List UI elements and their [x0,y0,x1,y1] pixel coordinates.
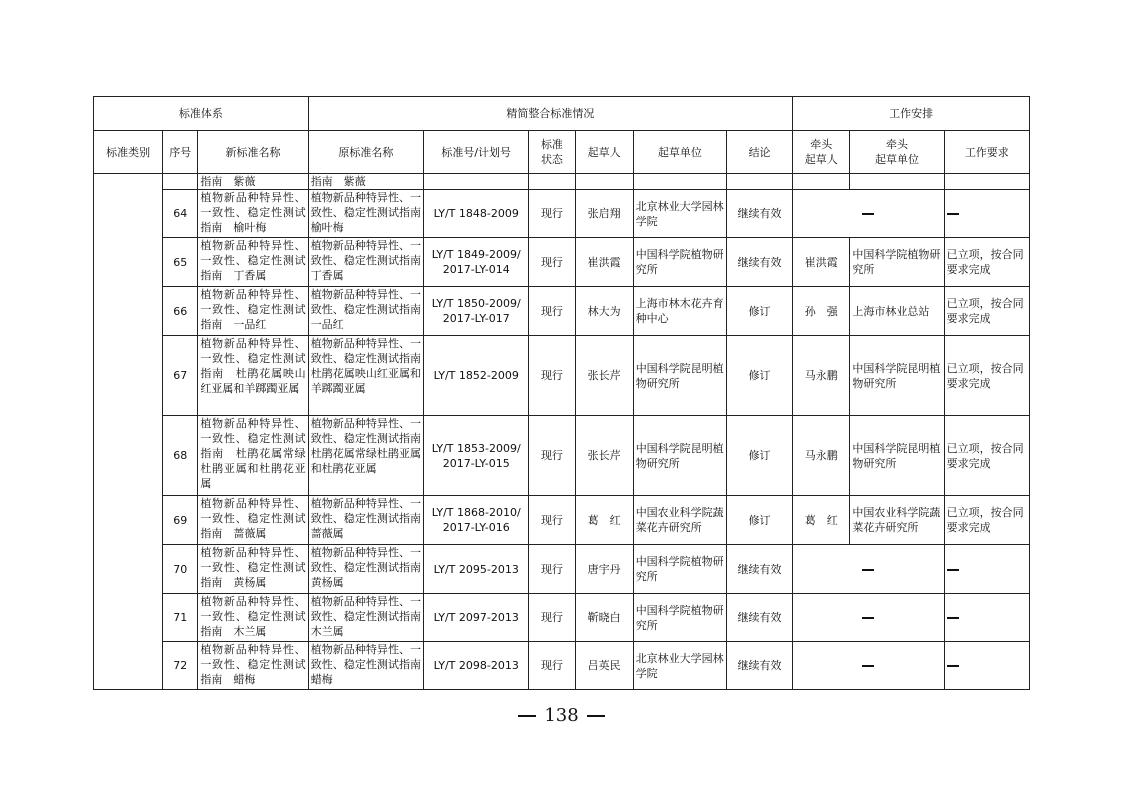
drafter-cell: 唐宇丹 [575,545,633,594]
table-row [94,238,1030,287]
new-name-cell: 植物新品种特异性、一致性、稳定性测试指南 一品红 [198,287,308,336]
number-cell: 66 [163,287,198,336]
table-row [94,336,1030,416]
column-header-row [94,131,1030,174]
old-name-cell: 植物新品种特异性、一致性、稳定性测试指南 蔷薇属 [308,496,423,545]
table-row [94,416,1030,496]
new-name-cell: 植物新品种特异性、一致性、稳定性测试指南 杜鹃花属映山红亚属和羊踯躅亚属 [198,336,308,416]
group-header-work: 工作安排 [793,97,1030,131]
header-col-lead-drafter: 牵头 起草人 [793,131,850,174]
drafting-unit-cell: 中国科学院植物研究所 [633,238,726,287]
status-cell: 现行 [529,496,575,545]
requirement-cell: 已立项，按合同要求完成 [944,496,1029,545]
header-col-new-name: 新标准名称 [198,131,308,174]
old-name-cell: 植物新品种特异性、一致性、稳定性测试指南 黄杨属 [308,545,423,594]
requirement-cell [944,642,1029,690]
drafter-cell: 崔洪霞 [575,238,633,287]
lead-unit-cell: 中国科学院昆明植物研究所 [850,336,944,416]
table-row [94,190,1030,238]
lead-drafter-cell: 葛 红 [793,496,850,545]
empty-cell [850,174,944,190]
lead-drafter-cell: 孙 强 [793,287,850,336]
lead-merged-cell [793,642,944,690]
status-cell: 现行 [529,416,575,496]
dash-mark [862,665,874,667]
drafting-unit-cell: 北京林业大学园林学院 [633,642,726,690]
requirement-cell: 已立项，按合同要求完成 [944,336,1029,416]
conclusion-cell: 修订 [726,496,792,545]
conclusion-cell: 修订 [726,416,792,496]
lead-unit-cell: 中国农业科学院蔬菜花卉研究所 [850,496,944,545]
empty-cell [793,174,850,190]
group-header-row [94,97,1030,131]
status-cell: 现行 [529,238,575,287]
dash-mark [862,617,874,619]
old-name-cell: 植物新品种特异性、一致性、稳定性测试指南 榆叶梅 [308,190,423,238]
number-cell [163,174,198,190]
table-row [94,287,1030,336]
status-cell: 现行 [529,642,575,690]
old-name-cell: 植物新品种特异性、一致性、稳定性测试指南 木兰属 [308,594,423,642]
table-row [94,594,1030,642]
standard-code-cell: LY/T 1850-2009/ 2017-LY-017 [424,287,529,336]
new-name-cell: 植物新品种特异性、一致性、稳定性测试指南 丁香属 [198,238,308,287]
number-cell: 69 [163,496,198,545]
drafter-cell: 张长芹 [575,336,633,416]
number-cell: 68 [163,416,198,496]
group-header-system: 标准体系 [94,97,309,131]
standard-code-cell: LY/T 2095-2013 [424,545,529,594]
drafting-unit-cell: 中国农业科学院蔬菜花卉研究所 [633,496,726,545]
drafter-cell: 张启翔 [575,190,633,238]
header-col-drafting-unit: 起草单位 [633,131,726,174]
drafter-cell: 靳晓白 [575,594,633,642]
lead-unit-cell: 中国科学院昆明植物研究所 [850,416,944,496]
new-name-cell: 植物新品种特异性、一致性、稳定性测试指南 蜡梅 [198,642,308,690]
header-col-drafter: 起草人 [575,131,633,174]
number-cell: 65 [163,238,198,287]
header-col-number: 序号 [163,131,198,174]
table-body [94,174,1030,690]
lead-merged-cell [793,594,944,642]
standard-code-cell: LY/T 2097-2013 [424,594,529,642]
table-row [94,642,1030,690]
requirement-cell [944,545,1029,594]
standard-code-cell: LY/T 1849-2009/ 2017-LY-014 [424,238,529,287]
status-cell: 现行 [529,336,575,416]
drafter-cell: 林大为 [575,287,633,336]
drafting-unit-cell: 中国科学院植物研究所 [633,594,726,642]
standards-table [93,96,1030,690]
lead-merged-cell [793,190,944,238]
standard-code-cell: LY/T 1852-2009 [424,336,529,416]
empty-cell [424,174,529,190]
header-col-old-name: 原标准名称 [308,131,423,174]
standard-code-cell: LY/T 1868-2010/ 2017-LY-016 [424,496,529,545]
dash-mark [947,569,959,571]
dash-mark [947,213,959,215]
header-col-conclusion: 结论 [726,131,792,174]
empty-cell [529,174,575,190]
dash-mark [947,665,959,667]
group-header-status: 精简整合标准情况 [308,97,792,131]
table-row [94,496,1030,545]
conclusion-cell: 修订 [726,287,792,336]
standard-code-cell: LY/T 1848-2009 [424,190,529,238]
old-name-cell: 指南 紫薇 [308,174,423,190]
conclusion-cell: 修订 [726,336,792,416]
old-name-cell: 植物新品种特异性、一致性、稳定性测试指南 蜡梅 [308,642,423,690]
standard-code-cell: LY/T 1853-2009/ 2017-LY-015 [424,416,529,496]
conclusion-cell: 继续有效 [726,642,792,690]
header-col-status: 标准 状态 [529,131,575,174]
number-cell: 70 [163,545,198,594]
requirement-cell [944,594,1029,642]
number-cell: 64 [163,190,198,238]
table-row-continued [94,174,1030,190]
old-name-cell: 植物新品种特异性、一致性、稳定性测试指南 丁香属 [308,238,423,287]
number-cell: 67 [163,336,198,416]
lead-drafter-cell: 马永鹏 [793,336,850,416]
status-cell: 现行 [529,287,575,336]
header-col-standard-code: 标准号/计划号 [424,131,529,174]
standard-code-cell: LY/T 2098-2013 [424,642,529,690]
requirement-cell: 已立项，按合同要求完成 [944,238,1029,287]
header-col-lead-unit: 牵头 起草单位 [850,131,944,174]
dash-mark [862,569,874,571]
drafter-cell: 葛 红 [575,496,633,545]
lead-drafter-cell: 马永鹏 [793,416,850,496]
new-name-cell: 植物新品种特异性、一致性、稳定性测试指南 黄杨属 [198,545,308,594]
conclusion-cell: 继续有效 [726,190,792,238]
number-cell: 72 [163,642,198,690]
status-cell: 现行 [529,190,575,238]
dash-mark [947,617,959,619]
empty-cell [575,174,633,190]
old-name-cell: 植物新品种特异性、一致性、稳定性测试指南 杜鹃花属映山红亚属和羊踯躅亚属 [308,336,423,416]
category-cell [94,174,163,690]
lead-unit-cell: 上海市林业总站 [850,287,944,336]
new-name-cell: 指南 紫薇 [198,174,308,190]
drafting-unit-cell: 北京林业大学园林学院 [633,190,726,238]
status-cell: 现行 [529,594,575,642]
header-col-requirement: 工作要求 [944,131,1029,174]
drafting-unit-cell: 上海市林木花卉育种中心 [633,287,726,336]
drafting-unit-cell: 中国科学院植物研究所 [633,545,726,594]
dash-mark [862,213,874,215]
page-number-right-dash [587,715,605,717]
page-number-text: 138 [544,705,579,726]
drafter-cell: 张长芹 [575,416,633,496]
status-cell: 现行 [529,545,575,594]
empty-cell [726,174,792,190]
conclusion-cell: 继续有效 [726,238,792,287]
number-cell: 71 [163,594,198,642]
table-row [94,545,1030,594]
requirement-cell [944,190,1029,238]
empty-cell [944,174,1029,190]
new-name-cell: 植物新品种特异性、一致性、稳定性测试指南 榆叶梅 [198,190,308,238]
new-name-cell: 植物新品种特异性、一致性、稳定性测试指南 木兰属 [198,594,308,642]
lead-merged-cell [793,545,944,594]
drafting-unit-cell: 中国科学院昆明植物研究所 [633,336,726,416]
empty-cell [633,174,726,190]
new-name-cell: 植物新品种特异性、一致性、稳定性测试指南 杜鹃花属常绿杜鹃亚属和杜鹃花亚属 [198,416,308,496]
header-col-category: 标准类别 [94,131,163,174]
drafter-cell: 吕英民 [575,642,633,690]
lead-unit-cell: 中国科学院植物研究所 [850,238,944,287]
lead-drafter-cell: 崔洪霞 [793,238,850,287]
conclusion-cell: 继续有效 [726,594,792,642]
new-name-cell: 植物新品种特异性、一致性、稳定性测试指南 蔷薇属 [198,496,308,545]
conclusion-cell: 继续有效 [726,545,792,594]
old-name-cell: 植物新品种特异性、一致性、稳定性测试指南 杜鹃花属常绿杜鹃亚属和杜鹃花亚属 [308,416,423,496]
old-name-cell: 植物新品种特异性、一致性、稳定性测试指南 一品红 [308,287,423,336]
drafting-unit-cell: 中国科学院昆明植物研究所 [633,416,726,496]
requirement-cell: 已立项，按合同要求完成 [944,416,1029,496]
page-number [0,705,1123,726]
requirement-cell: 已立项，按合同要求完成 [944,287,1029,336]
page-number-left-dash [518,715,536,717]
